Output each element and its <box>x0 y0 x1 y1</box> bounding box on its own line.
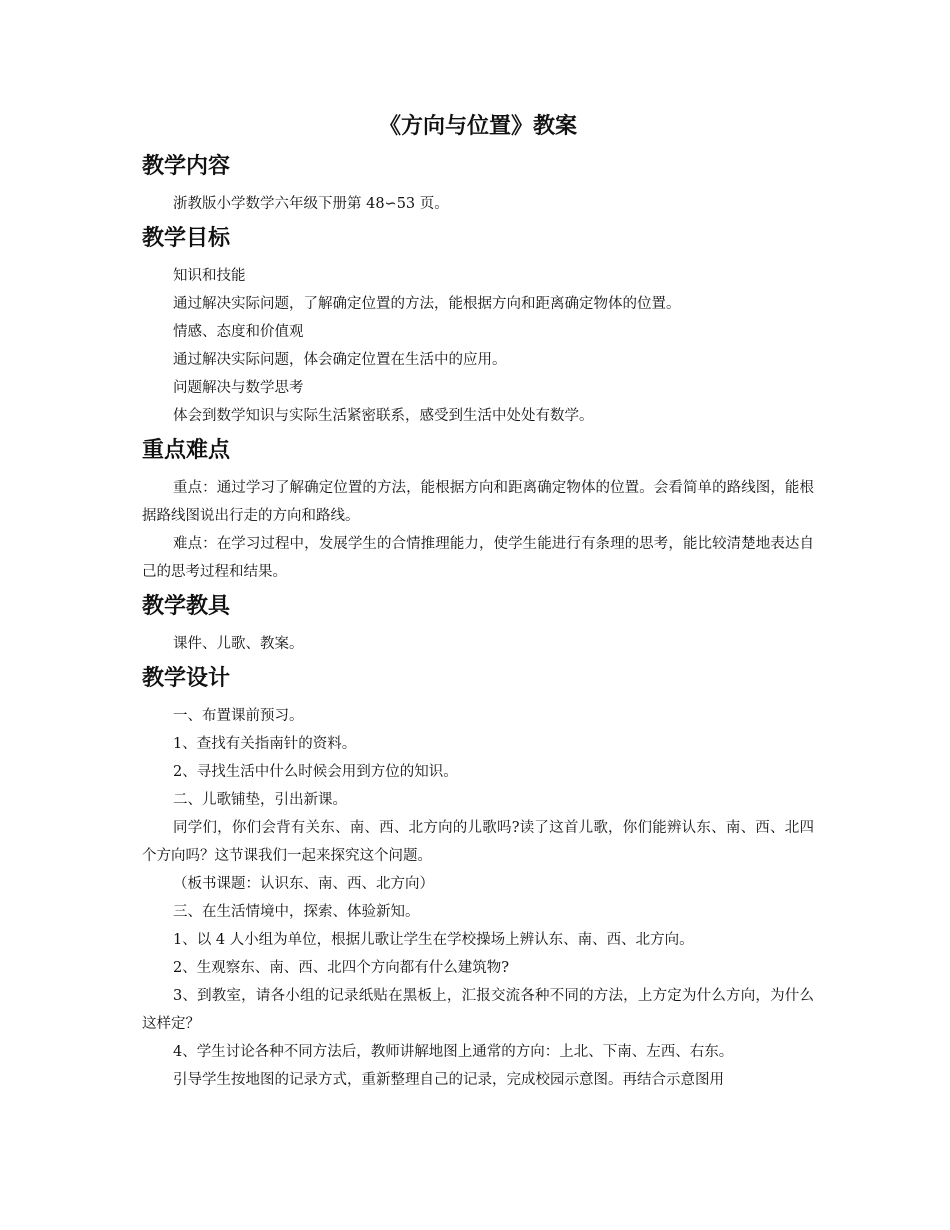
paragraph: 引导学生按地图的记录方式，重新整理自己的记录，完成校园示意图。再结合示意图用 <box>173 1072 724 1088</box>
paragraph: 2、生观察东、南、西、北四个方向都有什么建筑物? <box>173 960 509 976</box>
section-heading-objectives: 教学目标 <box>142 226 231 251</box>
paragraph: 4、学生讨论各种不同方法后，教师讲解地图上通常的方向：上北、下南、左西、右东。 <box>173 1044 734 1060</box>
section-heading-tools: 教学教具 <box>142 594 231 619</box>
paragraph: 1、查找有关指南针的资料。 <box>173 736 357 752</box>
paragraph: 通过解决实际问题，体会确定位置在生活中的应用。 <box>173 352 507 368</box>
paragraph: 三、在生活情境中，探索、体验新知。 <box>173 904 420 920</box>
paragraph: 一、布置课前预习。 <box>173 708 304 724</box>
subheading-knowledge-skills: 知识和技能 <box>173 268 246 284</box>
paragraph: 二、儿歌铺垫，引出新课。 <box>173 792 347 808</box>
paragraph: 通过解决实际问题，了解确定位置的方法，能根据方向和距离确定物体的位置。 <box>173 296 681 312</box>
paragraph: 浙教版小学数学六年级下册第 48∽53 页。 <box>173 196 449 212</box>
paragraph-key-point: 重点：通过学习了解确定位置的方法，能根据方向和距离确定物体的位置。会看简单的路线图，能根据路线图说出行走的方向和路线。 <box>142 480 814 524</box>
paragraph-difficult-point: 难点：在学习过程中，发展学生的合情推理能力，使学生能进行有条理的思考，能比较清楚地表达自己的思考过程和结果。 <box>142 536 814 580</box>
subheading-emotion-values: 情感、态度和价值观 <box>173 324 304 340</box>
paragraph: 体会到数学知识与实际生活紧密联系，感受到生活中处处有数学。 <box>173 408 594 424</box>
subheading-problem-solving: 问题解决与数学思考 <box>173 380 304 396</box>
paragraph: 同学们，你们会背有关东、南、西、北方向的儿歌吗?读了这首儿歌，你们能辨认东、南、西、北四个方向吗？这节课我们一起来探究这个问题。 <box>142 820 814 864</box>
document-body <box>142 112 814 1094</box>
paragraph: 3、到教室，请各小组的记录纸贴在黑板上，汇报交流各种不同的方法，上方定为什么方向，为什么这样定？ <box>142 988 814 1032</box>
document-title: 《方向与位置》教案 <box>378 114 577 139</box>
section-heading-content: 教学内容 <box>142 154 231 179</box>
paragraph: 1、以 4 人小组为单位，根据儿歌让学生在学校操场上辨认东、南、西、北方向。 <box>173 932 694 948</box>
section-heading-design: 教学设计 <box>142 666 231 691</box>
paragraph: 课件、儿歌、教案。 <box>173 636 304 652</box>
paragraph: 2、寻找生活中什么时候会用到方位的知识。 <box>173 764 458 780</box>
section-heading-key-points: 重点难点 <box>142 438 231 463</box>
paragraph: （板书课题：认识东、南、西、北方向） <box>173 876 434 892</box>
